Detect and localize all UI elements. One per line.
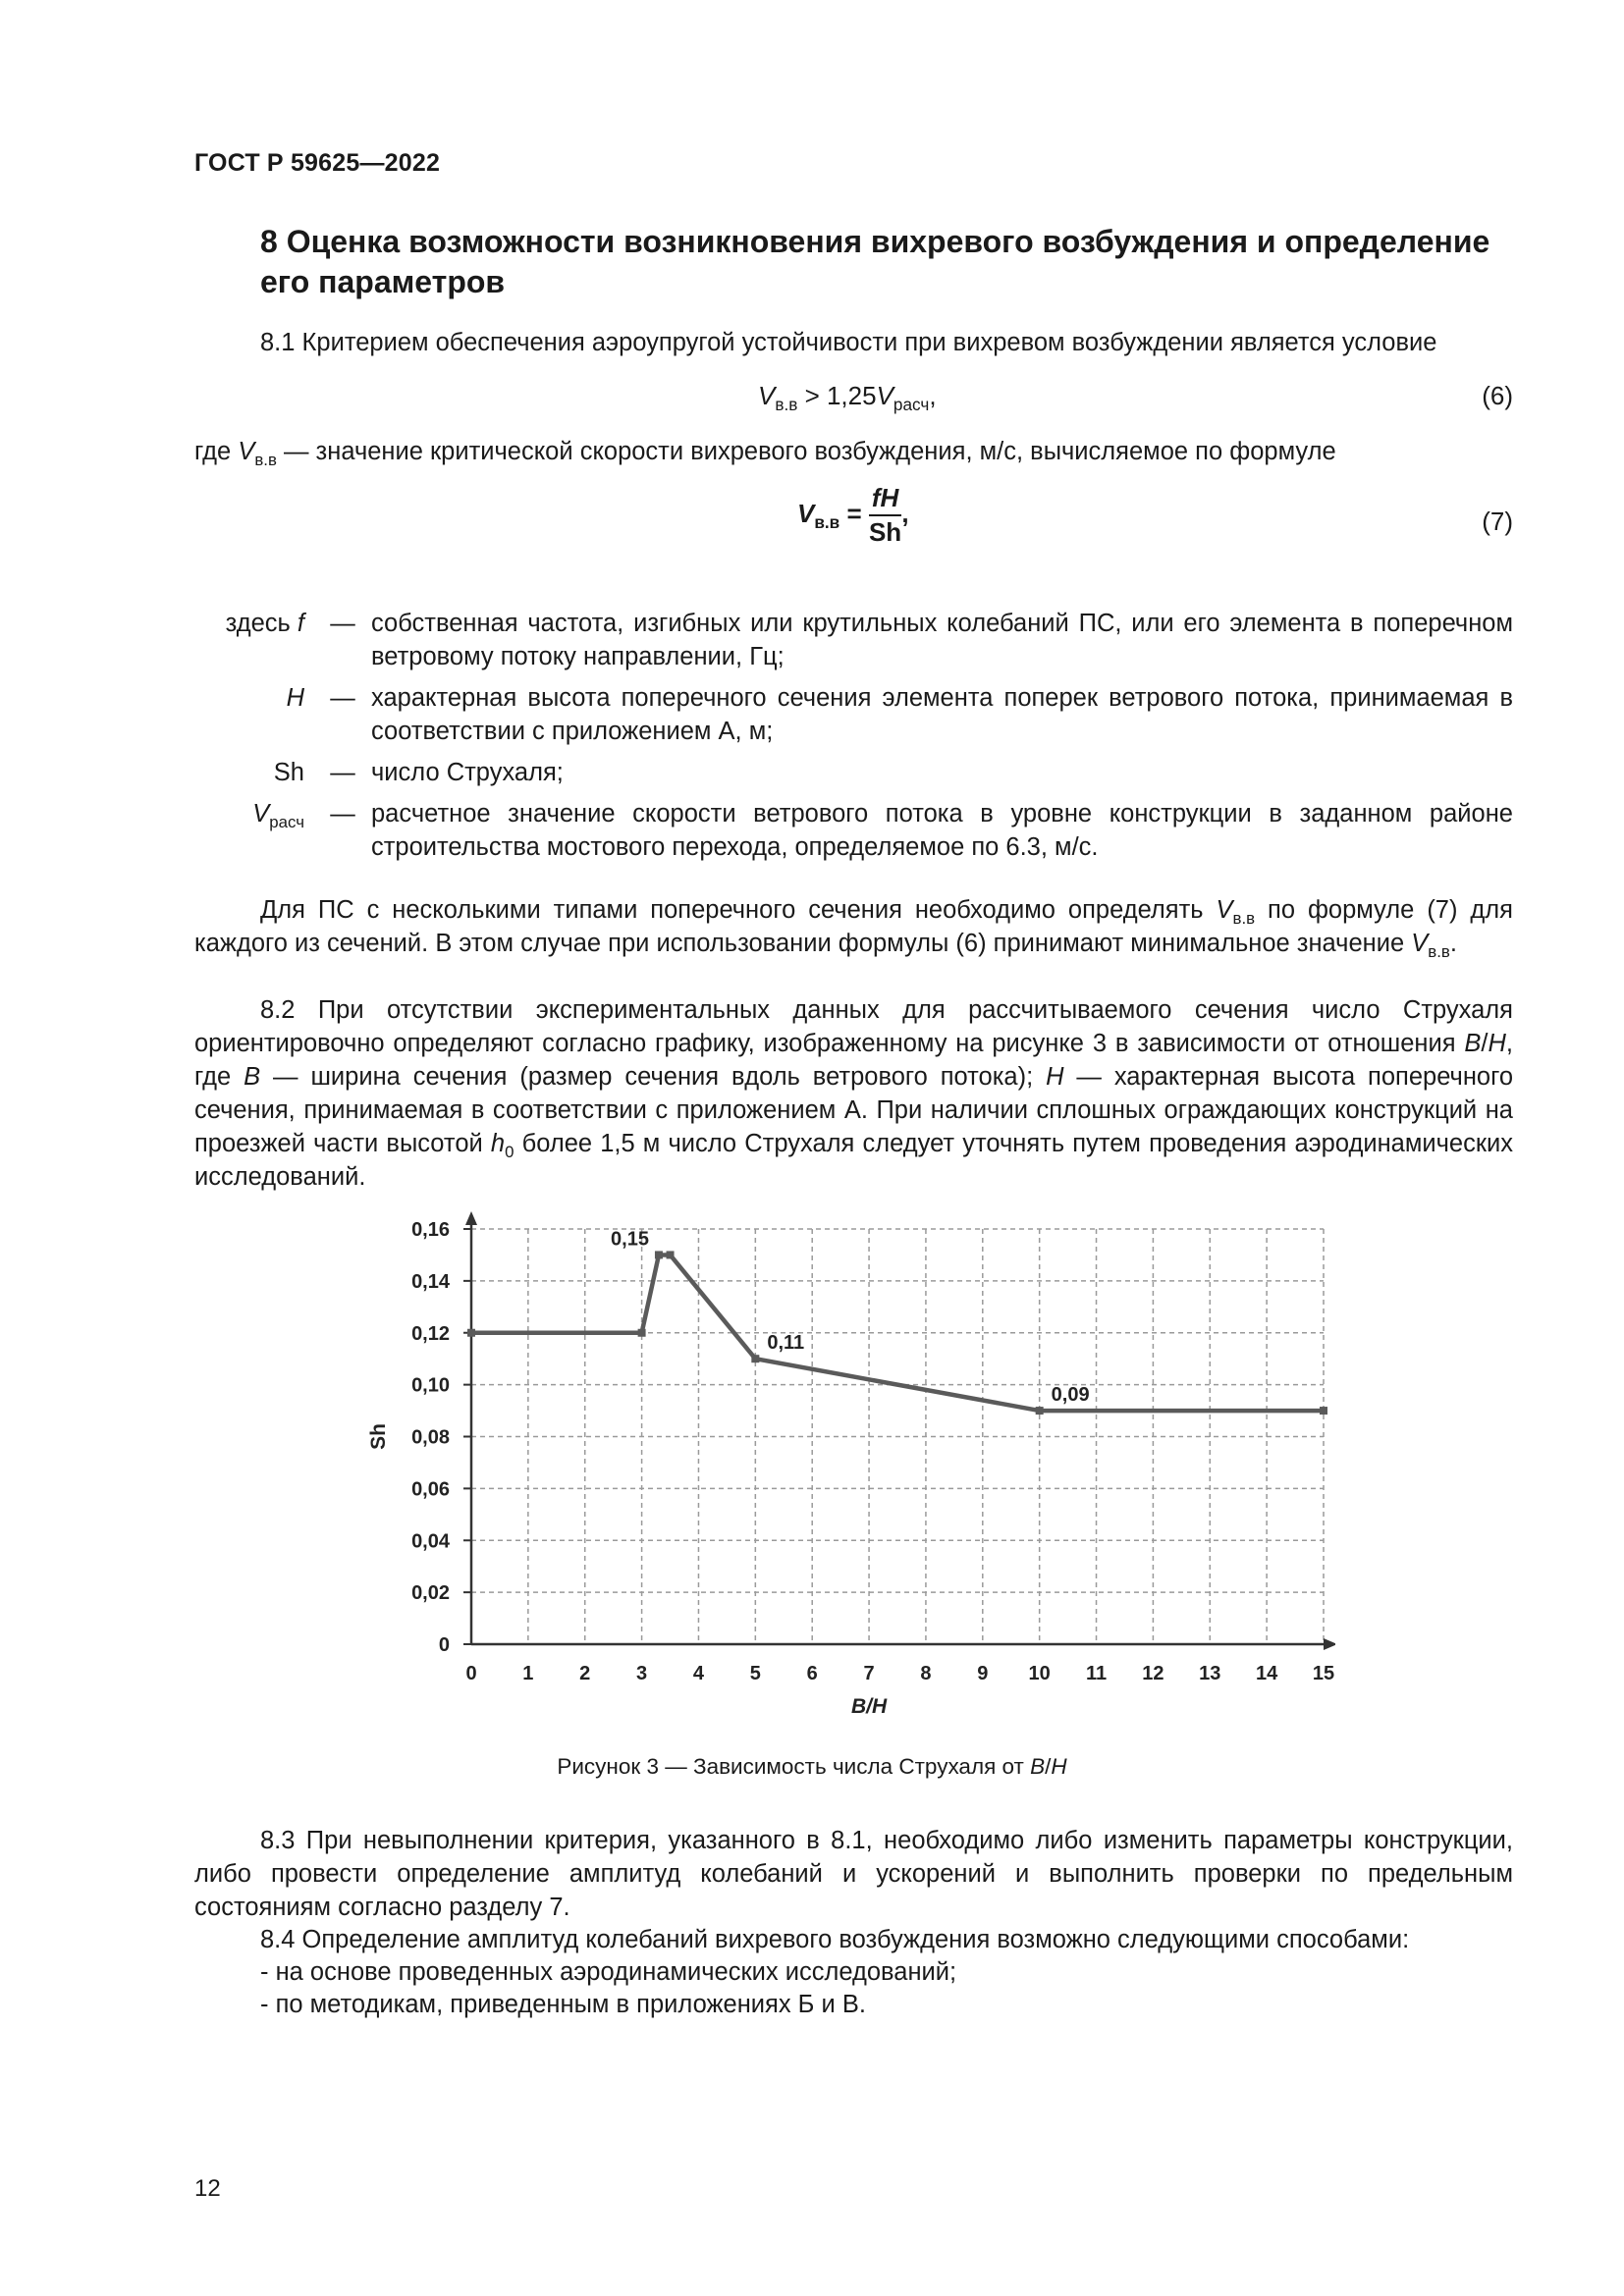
x-tick-label: 9 — [977, 1663, 989, 1684]
data-point — [1320, 1407, 1327, 1415]
y-tick-label: 0,06 — [411, 1478, 450, 1501]
y-tick-label: 0,12 — [411, 1322, 450, 1345]
figure-caption — [0, 1754, 1624, 1780]
x-tick-label: 2 — [579, 1663, 591, 1684]
definition-symbol-letter: Sh — [273, 759, 304, 786]
definition-symbol-letter: f — [297, 610, 304, 637]
symbol-v: V — [1216, 896, 1233, 924]
definition-text: число Струхаля; — [371, 759, 564, 786]
x-tick-label: 4 — [692, 1663, 705, 1684]
formula-6 — [758, 381, 937, 414]
definition-row — [194, 756, 1513, 789]
formula-7 — [797, 483, 909, 548]
paragraph-8-3: 8.3 При невыполнении критерия, указанного в 8.1, необходимо либо изменить параметры конструкции, либо провести определение амплитуд колебаний и ускорений и выполнить проверки по предельным состояниям согласно разделу 7. — [194, 1827, 1513, 1921]
data-label: 0,15 — [611, 1228, 649, 1251]
text-run: . — [1449, 930, 1457, 957]
paragraph-8-2 — [194, 993, 1513, 1194]
standard-designation: ГОСТ Р 59625—2022 — [194, 149, 441, 177]
formula-7-denominator: Sh — [868, 517, 902, 547]
equation-number-6: (6) — [1482, 381, 1513, 410]
definition-dash: — — [330, 759, 355, 786]
x-axis-arrow — [1324, 1638, 1335, 1650]
formula-6-op: > 1,25 — [797, 381, 877, 410]
text-run: — ширина сечения (размер сечения вдоль ветрового потока); — [260, 1063, 1047, 1091]
x-tick-label: 12 — [1142, 1663, 1164, 1684]
y-axis-label: Sh — [367, 1423, 390, 1450]
x-tick-label: 15 — [1312, 1663, 1335, 1684]
data-label: 0,09 — [1051, 1384, 1090, 1407]
y-tick-label: 0 — [438, 1634, 450, 1656]
symbol-sub: в.в — [1232, 908, 1256, 928]
y-tick-label: 0,14 — [411, 1270, 450, 1293]
symbol: B — [244, 1063, 261, 1091]
symbol-sub: в.в — [1428, 941, 1450, 961]
formula-7-fraction — [869, 483, 901, 548]
text-run: / — [1481, 1030, 1489, 1057]
x-tick-label: 0 — [465, 1663, 477, 1684]
formula-6-lhs: V — [758, 381, 776, 410]
where-symbol: V — [238, 438, 255, 465]
y-tick-label: 0,04 — [411, 1530, 450, 1553]
formula-7-tail: , — [901, 498, 909, 528]
caption-symbol: B — [1030, 1754, 1046, 1779]
definition-text: расчетное значение скорости ветрового потока в уровне конструкции в заданном районе строительства мостового перехода, определяемое по 6.3, м/с. — [371, 800, 1513, 861]
paragraph-8-4-text: 8.4 Определение амплитуд колебаний вихревого возбуждения возможно следующими способами: — [260, 1926, 1410, 1953]
y-tick-label: 0,10 — [411, 1374, 450, 1397]
definition-text: характерная высота поперечного сечения элемента поперек ветрового потока, принимаемая в соответствии с приложением А, м; — [371, 684, 1513, 745]
text-run: — характерная высота поперечного сечения, принимаемая в соответствии с приложением А. При наличии сплошных ограждающих конструкций на проезжей части высотой — [194, 1063, 1514, 1157]
data-point — [667, 1251, 675, 1258]
symbol-v: V — [1411, 930, 1429, 957]
data-point — [751, 1355, 759, 1362]
x-tick-label: 14 — [1256, 1663, 1278, 1684]
formula-7-lhs: V — [797, 498, 815, 528]
definition-dash: — — [330, 684, 355, 712]
x-tick-label: 8 — [920, 1663, 932, 1684]
definition-symbol — [194, 756, 314, 789]
page-number: 12 — [194, 2175, 221, 2202]
text-run: более 1,5 м число Струхаля следует уточнять путем проведения аэродинамических исследований. — [194, 1130, 1514, 1191]
x-tick-label: 6 — [806, 1663, 818, 1684]
paragraph-8-4 — [194, 1924, 1513, 2021]
formula-6-tail: , — [929, 381, 937, 410]
y-tick-label: 0,08 — [411, 1426, 450, 1449]
text-run: 8.2 При отсутствии экспериментальных данных для рассчитываемого сечения число Струхаля ориентировочно определяют согласно графику, изображенному на рисунке 3 в зависимости от отношения — [194, 996, 1513, 1057]
text-run: Для ПС с несколькими типами поперечного сечения необходимо определять — [260, 896, 1217, 924]
data-label: 0,11 — [767, 1332, 805, 1355]
data-point — [638, 1329, 646, 1337]
caption-text: Рисунок 3 — Зависимость числа Струхаля от — [557, 1754, 1031, 1779]
data-point — [467, 1329, 475, 1337]
data-point — [1036, 1407, 1044, 1415]
y-tick-label: 0,02 — [411, 1582, 450, 1605]
x-tick-label: 13 — [1199, 1663, 1221, 1684]
x-tick-label: 5 — [749, 1663, 761, 1684]
definition-symbol-letter: V — [252, 800, 270, 828]
symbol: B — [1464, 1030, 1482, 1057]
symbol: H — [1046, 1063, 1064, 1091]
where-prefix: где — [194, 438, 239, 465]
definition-text: собственная частота, изгибных или крутильных колебаний ПС, или его элемента в поперечном ветровому потоку направлении, Гц; — [371, 610, 1513, 670]
strouhal-chart — [363, 1207, 1335, 1728]
definition-symbol — [194, 607, 314, 673]
formula-7-lhs-sub: в.в — [814, 511, 840, 532]
definition-dash: — — [330, 800, 355, 828]
definition-prefix: здесь — [225, 610, 298, 637]
symbol: h — [490, 1130, 506, 1157]
definition-symbol-letter: H — [286, 684, 304, 712]
paragraph-8-1: 8.1 Критерием обеспечения аэроупругой устойчивости при вихревом возбуждении является условие — [260, 329, 1437, 356]
definition-symbol-sub: расч — [269, 812, 304, 831]
text-run: , где — [194, 1030, 1513, 1091]
formula-6-rhs-sub: расч — [893, 395, 930, 414]
definitions-list — [194, 607, 1513, 872]
symbol: H — [1488, 1030, 1506, 1057]
formula-6-lhs-sub: в.в — [775, 395, 798, 414]
definition-row — [194, 797, 1513, 864]
y-axis-arrow — [465, 1211, 477, 1225]
x-tick-label: 7 — [863, 1663, 875, 1684]
paragraph-multi-section — [194, 893, 1513, 960]
where-symbol-sub: в.в — [254, 450, 277, 469]
data-point — [655, 1251, 663, 1258]
y-tick-label: 0,16 — [411, 1219, 450, 1241]
x-tick-label: 10 — [1028, 1663, 1051, 1684]
x-axis-label: B/H — [850, 1695, 888, 1718]
caption-text: / — [1045, 1754, 1052, 1779]
formula-7-numerator: fH — [869, 483, 901, 516]
symbol-sub: 0 — [505, 1142, 514, 1161]
definition-row — [194, 681, 1513, 748]
equation-number-7: (7) — [1482, 507, 1513, 536]
section-heading: 8 Оценка возможности возникновения вихревого возбуждения и определение его параметров — [260, 224, 1490, 299]
definition-row — [194, 607, 1513, 673]
x-tick-label: 3 — [636, 1663, 648, 1684]
x-tick-label: 1 — [522, 1663, 534, 1684]
where-clause — [194, 435, 1513, 468]
where-text: — значение критической скорости вихревого возбуждения, м/с, вычисляемое по формуле — [276, 438, 1336, 465]
list-item: - на основе проведенных аэродинамических исследований; — [260, 1958, 957, 1986]
x-tick-label: 11 — [1085, 1663, 1108, 1684]
definition-symbol — [194, 797, 314, 864]
list-item: - по методикам, приведенным в приложениях Б и В. — [260, 1991, 866, 2018]
definition-symbol — [194, 681, 314, 748]
definition-dash: — — [330, 610, 355, 637]
text-run: по формуле (7) для каждого из сечений. В этом случае при использовании формулы (6) принимают минимальное значение — [194, 896, 1513, 957]
formula-7-eq: = — [846, 498, 862, 528]
caption-symbol: H — [1051, 1754, 1067, 1779]
formula-6-rhs: V — [876, 381, 893, 410]
